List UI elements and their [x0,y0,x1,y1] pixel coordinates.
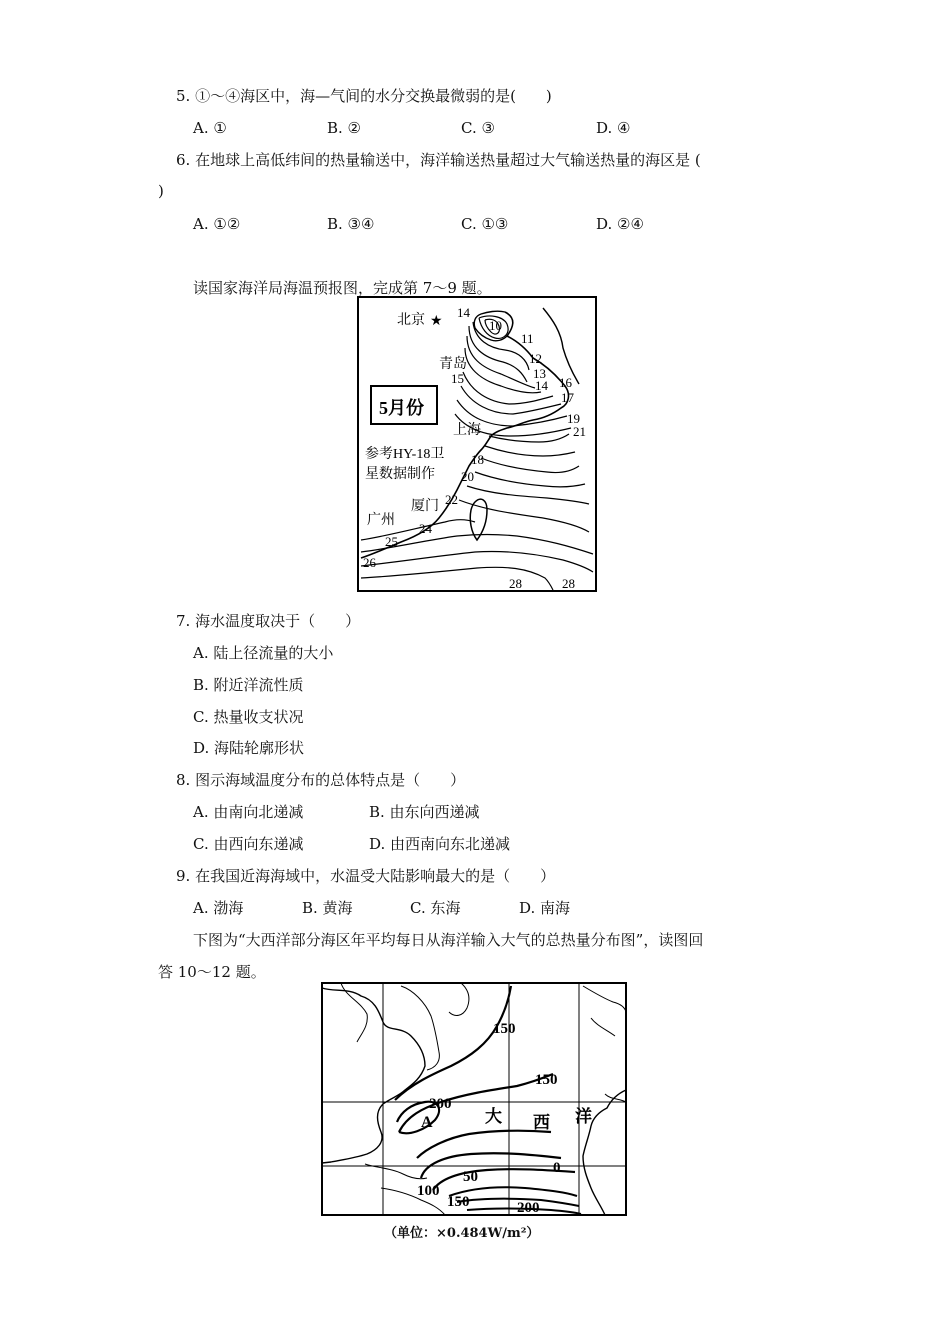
map1-isotherm-label: 14 [457,305,470,320]
map2-contour-label: 150 [447,1194,470,1210]
q8-option-d: D. 由西南向东北递减 [369,835,511,853]
q9-option-a: A. 渤海 [193,899,244,917]
map2-point-a: A [421,1114,433,1131]
map1-city-beijing: 北京 [397,313,425,328]
q7-option-a: A. 陆上径流量的大小 [193,644,334,662]
map2-contour-label: 150 [493,1021,516,1037]
map2-contour-label: 200 [517,1200,540,1216]
map1-isotherm-label: 22 [445,492,458,507]
map1-isotherm-label: 20 [461,469,474,484]
map1-month-box: 5月份 [379,398,424,418]
q7-option-d: D. 海陆轮廓形状 [193,739,305,757]
map1-city-guangzhou: 广州 [367,513,395,528]
q8-stem: 8. 图示海域温度分布的总体特点是（ ） [176,771,466,789]
map1-isotherm-label: 28 [509,576,522,591]
map1-source-line2: 星数据制作 [365,467,435,482]
map1-isotherm-label: 19 [567,411,580,426]
map1-beijing-star: ★ [430,314,443,329]
map1-city-shanghai: 上海 [453,423,481,438]
intro-q7-9: 读国家海洋局海温预报图，完成第 7～9 题。 [193,279,492,297]
map1-isotherm-label: 15 [451,371,464,386]
q5-option-a: A. ① [193,119,227,137]
map1-city-qingdao: 青岛 [439,357,467,372]
map2-contour-label: 150 [535,1072,558,1088]
map1-isotherm-label: 10 [489,318,502,333]
map2-unit-caption: （单位：×0.484W/m²） [384,1226,540,1241]
map1-source-line1: 参考HY-18卫 [365,447,445,462]
q7-option-c: C. 热量收支状况 [193,708,304,726]
q9-option-c: C. 东海 [410,899,461,917]
q9-stem: 9. 在我国近海海域中，水温受大陆影响最大的是（ ） [176,867,556,885]
q6-option-a: A. ①② [193,215,241,233]
map1-isotherm-label: 16 [559,375,572,390]
q8-option-a: A. 由南向北递减 [193,803,304,821]
map2-contour-label: 0 [553,1160,561,1176]
q6-stem-line1: 6. 在地球上高低纬间的热量输送中，海洋输送热量超过大气输送热量的海区是 ( [176,151,701,169]
q6-option-c: C. ①③ [461,215,509,233]
q7-option-b: B. 附近洋流性质 [193,676,304,694]
map1-isotherm-label: 13 [533,366,546,381]
q6-stem-line2: ) [158,182,164,200]
map1-isotherm-label: 21 [573,424,586,439]
map1-isotherm-label: 26 [363,555,376,570]
map1-isotherm-label: 25 [385,534,398,549]
map1-isotherm-label: 18 [471,452,484,467]
q6-option-b: B. ③④ [327,215,375,233]
q5-option-c: C. ③ [461,119,495,137]
q9-option-b: B. 黄海 [302,899,353,917]
map2-contour-label: 100 [417,1183,440,1199]
map1-isotherm-label: 28 [562,576,575,591]
map2-contour-label: 200 [429,1096,452,1112]
map1-isotherm-label: 12 [529,351,542,366]
map1-city-xiamen: 厦门 [411,499,439,514]
map1-isotherm-label: 11 [521,331,534,346]
atlantic-heat-map [321,982,627,1216]
map1-isotherm-label: 17 [561,390,574,405]
map2-ocean-char: 西 [533,1113,550,1132]
sea-temperature-map [357,296,597,592]
intro-q10-12-line2: 答 10～12 题。 [158,963,266,981]
q8-option-b: B. 由东向西递减 [369,803,480,821]
map2-contour-label: 50 [463,1169,478,1185]
q5-stem: 5. ①～④海区中，海—气间的水分交换最微弱的是( ) [176,87,552,105]
q6-option-d: D. ②④ [596,215,644,233]
map2-ocean-char: 大 [485,1107,502,1126]
map1-isotherm-label: 14 [535,378,548,393]
map1-isotherm-label: 24 [419,521,432,536]
q7-stem: 7. 海水温度取决于（ ） [176,612,361,630]
intro-q10-12-line1: 下图为“大西洋部分海区年平均每日从海洋输入大气的总热量分布图”，读图回 [193,931,704,949]
q5-option-d: D. ④ [596,119,631,137]
q8-option-c: C. 由西向东递减 [193,835,304,853]
q9-option-d: D. 南海 [519,899,571,917]
q5-option-b: B. ② [327,119,362,137]
map2-ocean-char: 洋 [575,1107,592,1126]
